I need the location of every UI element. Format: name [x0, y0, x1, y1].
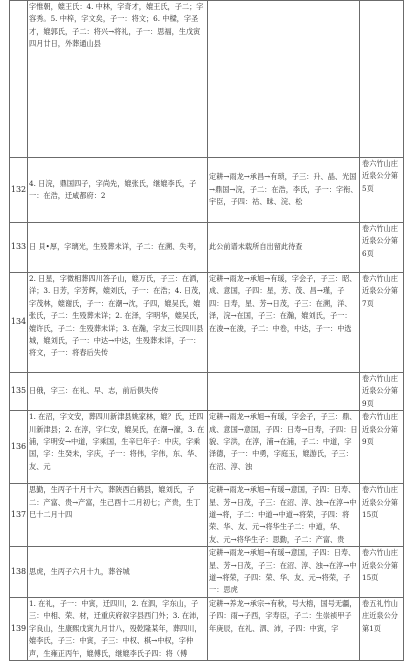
- row-number: 137: [10, 484, 28, 547]
- table-row: [10, 273, 404, 373]
- row-number: 138: [10, 547, 28, 598]
- source-reference: 卷六竹山庄近泉公分第7页: [360, 273, 404, 373]
- source-reference: 卷六竹山庄近泉公分第15页: [360, 484, 404, 547]
- table-row: [10, 484, 404, 547]
- source-reference: 卷六竹山庄近泉公分第5页: [360, 158, 404, 223]
- person-record: 1. 在沼，字文安，葬四川新津县姚家林，媲？氏，迁四川新津县；2. 在淳，字仁安，媲吴氏，在潮→濠，3. 在浦，字明安→中道，字乘国，生辛巳年子：中庆，字乘国，字：生癸未，字庆，子一：将伟，字伟，东、华、友、元: [28, 411, 208, 484]
- table-row: [10, 597, 404, 660]
- person-record: 2. 日星，字微相葬四川答子山，媲万氏，子三：在洒，洋；3. 日芳，字芳辉，媲刘氏，子一：在浩；4. 日茂，字茂林，媲谢氏，子一：在潮→沈，子四，媲吴氏，媲张氏，子二：生殁葬未详；2. 在泽，字明华，媲吴氏，媲许氏，子二：生殁葬未详；3. 在瀚，字友三长四川县城，媲刘氏，子一：中达→中达，生殁葬未详，子一：将文，子一：将春后失传: [28, 273, 208, 373]
- person-record: 4. 日浣，鼎国四子，字尚先，媲张氏，继媲李氏，子一：在浩，迁咸都府：2: [28, 158, 208, 223]
- table-row: [10, 158, 404, 223]
- table-row: [10, 547, 404, 598]
- genealogy-table: [9, 0, 404, 661]
- source-reference: 卷六竹山庄近泉公分第9页: [360, 373, 404, 411]
- person-record: 思虎，生丙子六月十九，葬谷城: [28, 547, 208, 598]
- lineage-record: 此公前谱未载所自出留此待查: [208, 223, 360, 273]
- lineage-record: 定耕→雨龙→承旭→有瑗，字会子，子三：昭、成、意国，子四：星，芳、茂、昌→瑾，子四：日寿，星、芳→日茂，子三：在溯，洋、泽，浣→在国，子三：在瀚，媲刘氏，子一：在浚→在浚，子二：中卷，中达，子一：中选: [208, 273, 360, 373]
- person-record: 1. 在礼，子一：中寅，迁四川，2. 在泗，字东山，子三：中相、荣、材，迁重庆府叙字县西门外；3. 在沛，字良山，生康熙戊寅九月廿八，殁乾隆某年，葬四川，媲李氏，子三：中寅，子三：中权、棋→中权，字仲声，生雍正丙午，媲傅氏，继媲李氏子四：将（傅: [28, 597, 208, 660]
- source-reference: 卷六竹山庄近泉公分第15页: [360, 547, 404, 598]
- lineage-record: 定耕→养龙→承宗→有秋，号大榕，国号无疆，子四：雨→子西，字寿臣，子二：生崇祯甲子年庚辰，在礼、泗、沛，子四：中寅，字: [208, 597, 360, 660]
- lineage-record: 定耕→雨龙→承旭→有瑗→意国，子四：日寿、星、芳→日茂，子三：在沼、淳、浊→在淳→中道→将，子二：中道→中道→将荣，子四：将荣、华、友、元→将华生子二：中道，华、友、元→将华生子：思勤，子二：产富、贵: [208, 484, 360, 547]
- table-row: [10, 373, 404, 411]
- lineage-record: 定耕→雨龙→承旭→有瑗→意国，子四：日寿、星、芳→日茂，子三：在沼、淳、浊→在淳→中道→将荣，子四：荣、华、友、元→将荣，子一：思虎: [208, 547, 360, 598]
- source-reference: [360, 1, 404, 158]
- source-reference: 卷五礼竹山庄近泉公分第1页: [360, 597, 404, 660]
- table-row: [10, 1, 404, 158]
- lineage-record: [208, 373, 360, 411]
- row-number: 133: [10, 223, 28, 273]
- table-row: [10, 223, 404, 273]
- row-number: 135: [10, 373, 28, 411]
- row-number: 136: [10, 411, 28, 484]
- row-number: 132: [10, 158, 28, 223]
- source-reference: 卷六竹山庄近泉公分第6页: [360, 223, 404, 273]
- person-record: 字惟朝，媲王氏：4. 中林，字奇才，媲王氏，子二；字容秀。5. 中梓，字文矣，子一：将文；6. 中樑，字圣才，媲郭氏，子二：将兴→将礼，子一：思福，生戊寅四月廿日，外葬通山县: [28, 1, 208, 158]
- row-number: [10, 1, 28, 158]
- table-row: [10, 411, 404, 484]
- person-record: 思勤，生丙子十月十六，葬陕西白鹤县，媲刘氏，子二：产富、贵→产富，生己酉十二月初七；产贵，生丁巳十二月十四: [28, 484, 208, 547]
- person-record: 日俄，字三：在礼、早、志，前后俱失传: [28, 373, 208, 411]
- row-number: 139: [10, 597, 28, 660]
- source-reference: 卷六竹山庄近泉公分第9页: [360, 411, 404, 484]
- lineage-record: 定耕→雨龙→承旭→有瑗，字会子，子三：鼎、成、意国→意国，子四：日寿→日寿，子四：日貌、字洪，在淳，浦→在浦，子二：中道，字泽德，子一：中勇，字庭玉，媲游氏，子三：在沼、淳、浊: [208, 411, 360, 484]
- lineage-record: 定耕→雨龙→承昌→有琐，子三：升、晶、光国→鼎国→浣，子二：在浩，李氏，子一：字衔、宇臣，子四：祜、昧、浣、松: [208, 158, 360, 223]
- person-record: 日 貝•厚，字璃光，生殁葬未详，子二：在溯、失考，: [28, 223, 208, 273]
- row-number: 134: [10, 273, 28, 373]
- lineage-record: [208, 1, 360, 158]
